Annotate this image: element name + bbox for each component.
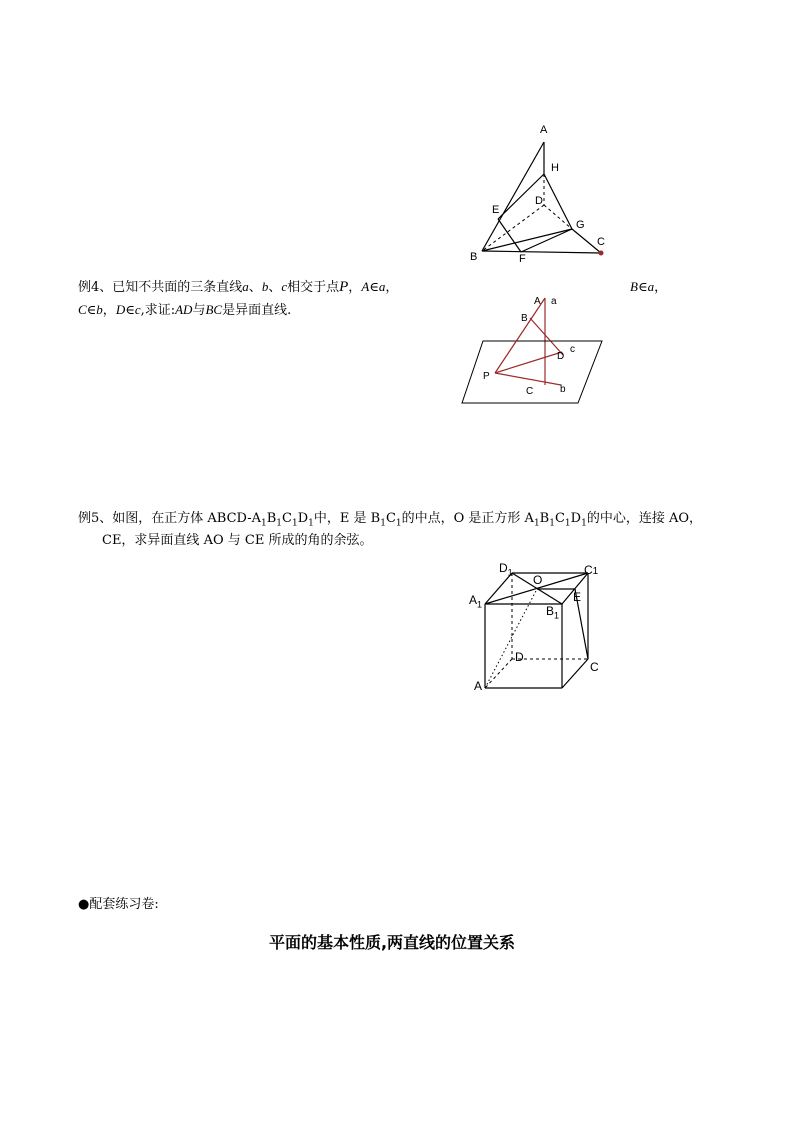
example5-text-d: D (297, 511, 309, 526)
example5-prefix: 例5、 (78, 511, 113, 526)
sep-1: 、 (248, 280, 262, 295)
cube-label-D: D (515, 650, 524, 664)
label-H: H (551, 162, 559, 174)
example5-line2: CE，求异面直线 AO 与 CE 所成的角的余弦。 (102, 533, 373, 548)
label-A: A (540, 124, 548, 136)
example4-line1-tail (630, 276, 667, 295)
example4-prefix: 例4、 (78, 280, 113, 295)
example5-text-j: D (570, 511, 582, 526)
line-b: b (261, 279, 269, 294)
example5-text-b: B (266, 511, 277, 526)
segment-BC: BC (205, 302, 223, 317)
sub: 1 (395, 518, 402, 529)
A-in-a: A∈a (361, 279, 386, 294)
comma-2: ， (385, 280, 399, 295)
practice-label: 配套练习卷: (89, 897, 159, 912)
sub: 1 (581, 518, 587, 529)
example4-text4: 是异面直线. (222, 303, 292, 318)
point-P: P (339, 279, 349, 295)
cube-label-D1-sub: 1 (507, 567, 513, 578)
fig2-label-D: D (557, 351, 565, 362)
example5-line1 (78, 507, 702, 529)
fig2-label-C: C (526, 386, 534, 397)
example5-text-e: 中，E 是 B (313, 511, 381, 526)
comma-4: ， (102, 303, 116, 318)
fig2-label-c: c (570, 344, 575, 355)
B-in-a: B∈a (630, 279, 655, 294)
fig2-label-B: B (521, 313, 528, 324)
segment-AD: AD (175, 302, 193, 317)
cube-label-B1-letter: B (546, 604, 555, 618)
sub: 1 (533, 518, 540, 529)
sub: 1 (308, 518, 314, 529)
cube-label-A1-letter: A (469, 593, 478, 607)
label-D: D (535, 195, 543, 207)
line-c: c (281, 279, 288, 294)
comma-1: ， (348, 280, 362, 295)
word-yu: 与 (192, 303, 206, 318)
cube-label-A1-sub: 1 (477, 599, 483, 610)
label-E: E (492, 204, 500, 216)
example4-text3: ,求证: (140, 303, 176, 318)
sub: 1 (276, 518, 283, 529)
sub: 1 (564, 518, 571, 529)
label-G: G (576, 219, 585, 231)
plane-lines-figure (458, 290, 610, 408)
practice-heading (78, 893, 159, 912)
example5-text-h: B (539, 511, 550, 526)
cube-label-O: O (533, 573, 543, 587)
example5-text-g: 的中点，O 是正方形 A (401, 511, 534, 526)
bullet-icon: ● (78, 897, 90, 912)
cube-label-A1 (469, 593, 482, 609)
fig2-label-A: A (534, 296, 541, 307)
cube-label-A: A (474, 679, 483, 693)
C-in-b: C∈b (78, 302, 103, 317)
sub: 1 (291, 518, 298, 529)
example4-line2 (78, 299, 291, 318)
example4-text2: 相交于点 (287, 280, 340, 295)
fig2-label-b: b (560, 384, 566, 395)
sub: 1 (261, 518, 267, 529)
line-a: a (242, 279, 249, 294)
comma-3: ， (654, 280, 668, 295)
cube-label-D1-letter: D (499, 561, 508, 575)
cube-label-B1-sub: 1 (554, 610, 560, 621)
section-title: 平面的基本性质,两直线的位置关系 (268, 933, 516, 952)
example5-text-c: C (282, 511, 292, 526)
cube-label-D1 (499, 561, 513, 577)
example5-text-f: C (385, 511, 396, 526)
cube-label-C1-letter: C (584, 563, 593, 577)
example5-text-k: 的中心，连接 AO， (586, 511, 703, 526)
example4-line1 (78, 276, 398, 296)
example4-text1: 已知不共面的三条直线 (112, 280, 243, 295)
fig2-label-P: P (483, 371, 490, 382)
example5-text-i: C (554, 511, 565, 526)
example5-text-a: 如图，在正方体 ABCD-A (112, 511, 261, 526)
cube-label-C: C (590, 660, 599, 674)
label-B: B (470, 251, 478, 263)
D-in-c: D∈c (115, 302, 141, 317)
cube-label-E: E (573, 590, 582, 604)
cube-label-C1 (584, 563, 598, 577)
cube-label-C1-sub: 1 (592, 566, 599, 577)
cube-label-B1 (546, 604, 559, 620)
label-F: F (519, 253, 526, 265)
sub: 1 (380, 518, 386, 529)
label-C: C (597, 236, 605, 248)
sub: 1 (549, 518, 555, 529)
fig2-label-a: a (551, 296, 557, 307)
sep-2: 、 (268, 280, 282, 295)
